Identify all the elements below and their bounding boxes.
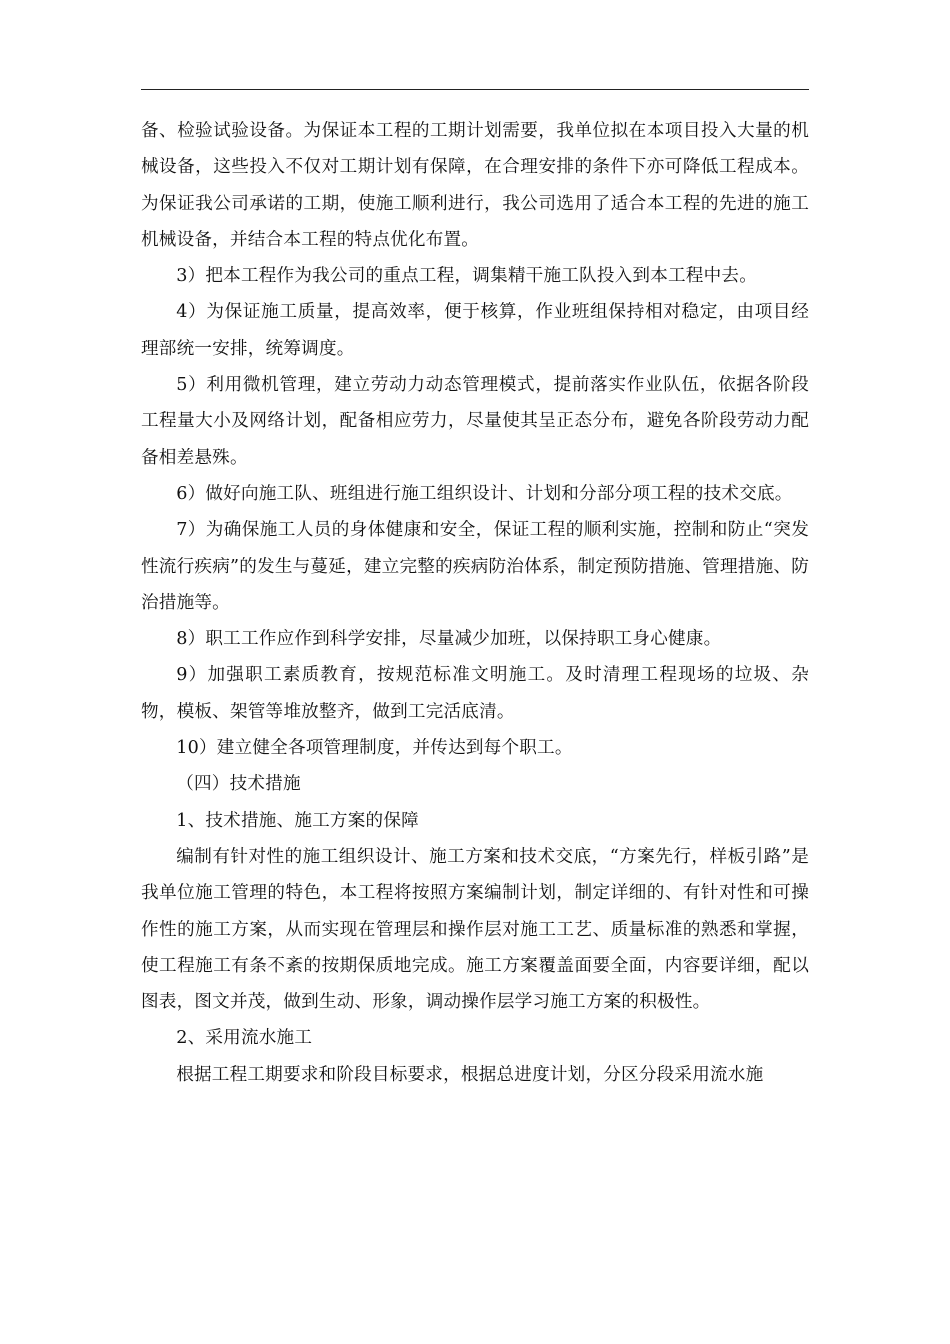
subheading-technical-plan-guarantee: 1、技术措施、施工方案的保障 xyxy=(176,810,419,831)
paragraph-item-4: 4）为保证施工质量，提高效率，便于核算，作业班组保持相对稳定，由项目经理部统一安排，统筹调度。 xyxy=(141,302,809,359)
paragraph-continuation: 备、检验试验设备。为保证本工程的工期计划需要，我单位拟在本项目投入大量的机械设备，这些投入不仅对工期计划有保障，在合理安排的条件下亦可降低工程成本。为保证我公司承诺的工期，使施工顺利进行，我公司选用了适合本工程的先进的施工机械设备，并结合本工程的特点优化布置。 xyxy=(141,121,809,250)
paragraph-item-7: 7）为确保施工人员的身体健康和安全，保证工程的顺利实施，控制和防止“突发性流行疾病”的发生与蔓延，建立完整的疾病防治体系，制定预防措施、管理措施、防治措施等。 xyxy=(141,520,809,613)
page-body xyxy=(141,113,809,1093)
paragraph-item-10: 10）建立健全各项管理制度，并传达到每个职工。 xyxy=(176,738,573,759)
paragraph-item-8: 8）职工工作应作到科学安排，尽量减少加班，以保持职工身心健康。 xyxy=(176,629,722,650)
paragraph-item-9: 9）加强职工素质教育，按规范标准文明施工。及时清理工程现场的垃圾、杂物，模板、架管等堆放整齐，做到工完活底清。 xyxy=(141,665,809,722)
paragraph-item-6: 6）做好向施工队、班组进行施工组织设计、计划和分部分项工程的技术交底。 xyxy=(176,483,793,504)
subheading-flow-construction: 2、采用流水施工 xyxy=(176,1028,313,1049)
paragraph-flow-construction: 根据工程工期要求和阶段目标要求，根据总进度计划，分区分段采用流水施 xyxy=(176,1064,764,1085)
paragraph-construction-plan: 编制有针对性的施工组织设计、施工方案和技术交底，“方案先行，样板引路”是我单位施工管理的特色，本工程将按照方案编制计划，制定详细的、有针对性和可操作性的施工方案，从而实现在管理层和操作层对施工工艺、质量标准的熟悉和掌握，使工程施工有条不紊的按期保质地完成。施工方案覆盖面要全面，内容要详细，配以图表，图文并茂，做到生动、形象，调动操作层学习施工方案的积极性。 xyxy=(141,846,809,1013)
header-rule xyxy=(141,89,809,90)
section-heading-technical-measures: （四）技术措施 xyxy=(176,774,301,795)
paragraph-item-5: 5）利用微机管理，建立劳动力动态管理模式，提前落实作业队伍，依据各阶段工程量大小及网络计划，配备相应劳力，尽量使其呈正态分布，避免各阶段劳动力配备相差悬殊。 xyxy=(141,375,809,468)
paragraph-item-3: 3）把本工程作为我公司的重点工程，调集精干施工队投入到本工程中去。 xyxy=(176,266,757,287)
